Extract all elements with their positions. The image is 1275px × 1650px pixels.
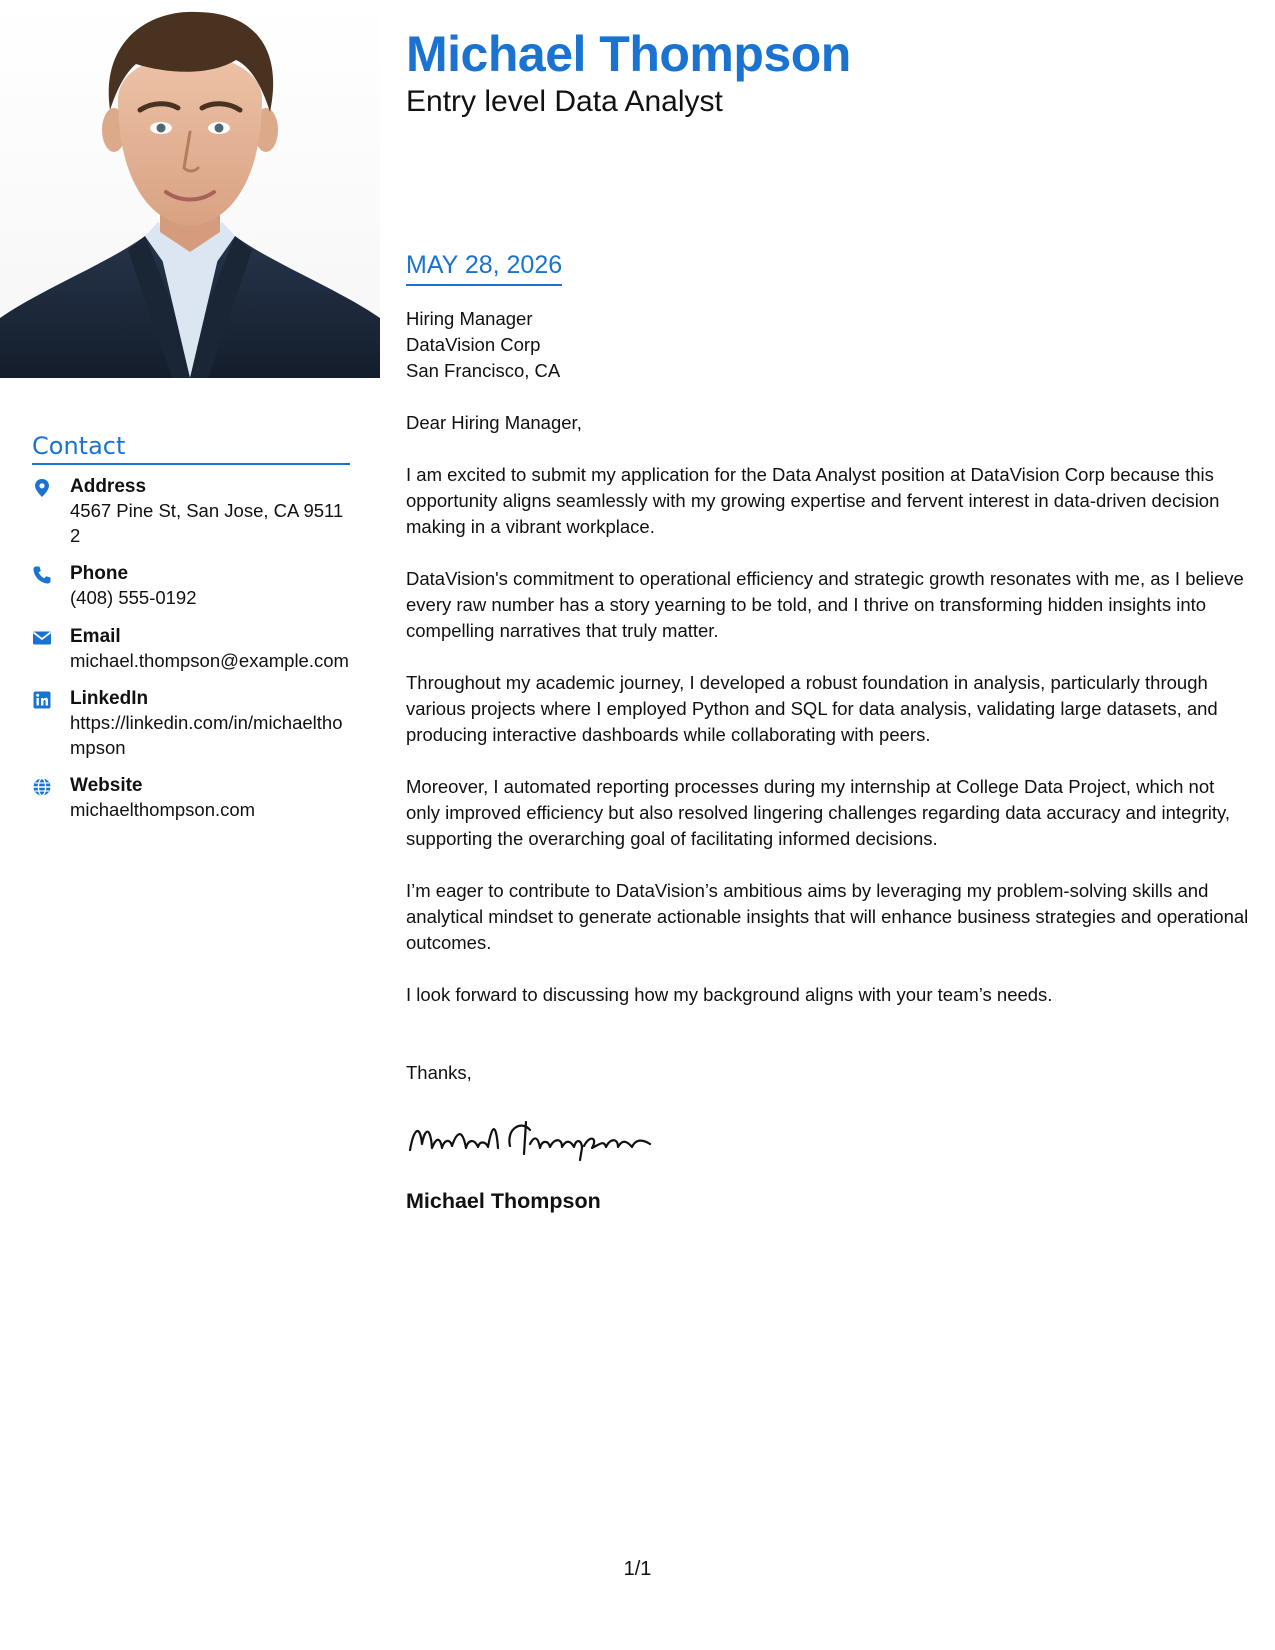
- recipient-line: DataVision Corp: [406, 334, 541, 355]
- applicant-name: Michael Thompson: [406, 26, 851, 82]
- website-value[interactable]: michaelthompson.com: [70, 799, 256, 820]
- linkedin-label: LinkedIn: [70, 688, 149, 709]
- page-number: 1/1: [623, 1558, 652, 1580]
- body-paragraph: Throughout my academic journey, I developed a robust foundation in analysis, particularly through various projects where I employed Python and SQL for data analysis, validating large datasets, and producing interactive dashboards while collaborating with peers.: [406, 672, 1218, 745]
- globe-icon: [32, 774, 70, 823]
- profile-photo: [0, 0, 380, 378]
- contact-email: [32, 625, 350, 674]
- location-pin-icon: [32, 475, 70, 548]
- job-title: Entry level Data Analyst: [406, 85, 723, 118]
- website-label: Website: [70, 775, 143, 796]
- letter-body: [406, 306, 1252, 1214]
- email-value[interactable]: michael.thompson@example.com: [70, 649, 349, 671]
- letter-date: MAY 28, 2026: [406, 248, 562, 286]
- contact-sidebar: [32, 432, 350, 823]
- letter-main: [406, 24, 1252, 1213]
- body-paragraph: I am excited to submit my application for the Data Analyst position at DataVision Corp because this opportunity aligns seamlessly with my growing expertise and fervent interest in data-driven decision making in a vibrant workplace.: [406, 464, 1220, 537]
- contact-website: [32, 774, 350, 823]
- body-paragraph: DataVision's commitment to operational efficiency and strategic growth resonates with me, as I believe every raw number has a story yearning to be told, and I thrive on transforming hidden insights into compelling narratives that truly matter.: [406, 568, 1244, 641]
- body-paragraph: I look forward to discussing how my background aligns with your team’s needs.: [406, 984, 1053, 1005]
- recipient-line: San Francisco, CA: [406, 360, 561, 381]
- contact-heading: Contact: [32, 432, 350, 465]
- salutation: Dear Hiring Manager,: [406, 412, 582, 433]
- linkedin-icon: [32, 687, 70, 760]
- linkedin-value[interactable]: https://linkedin.com/in/michaelthompson: [70, 712, 343, 758]
- email-label: Email: [70, 625, 121, 647]
- handwritten-signature: [406, 1114, 1252, 1164]
- contact-address: [32, 475, 350, 548]
- recipient-line: Hiring Manager: [406, 308, 533, 329]
- body-paragraph: Moreover, I automated reporting processes during my internship at College Data Project, which not only improved efficiency but also resolved lingering challenges regarding data accuracy and integrity, supporting the overarching goal of facilitating informed decisions.: [406, 776, 1231, 849]
- recipient-block: [406, 306, 1252, 384]
- body-paragraph: I’m eager to contribute to DataVision’s ambitious aims by leveraging my problem-solving skills and analytical mindset to generate actionable insights that will enhance business strategies and operational outcomes.: [406, 880, 1249, 953]
- phone-icon: [32, 562, 70, 611]
- address-value: 4567 Pine St, San Jose, CA 95112: [70, 500, 344, 546]
- address-label: Address: [70, 476, 147, 497]
- phone-value: (408) 555-0192: [70, 587, 197, 608]
- envelope-icon: [32, 625, 70, 674]
- phone-label: Phone: [70, 563, 129, 584]
- contact-phone: [32, 562, 350, 611]
- contact-linkedin: [32, 687, 350, 760]
- signoff: Thanks,: [406, 1062, 472, 1083]
- typed-name: Michael Thompson: [406, 1189, 601, 1213]
- portrait-photo: [0, 0, 380, 378]
